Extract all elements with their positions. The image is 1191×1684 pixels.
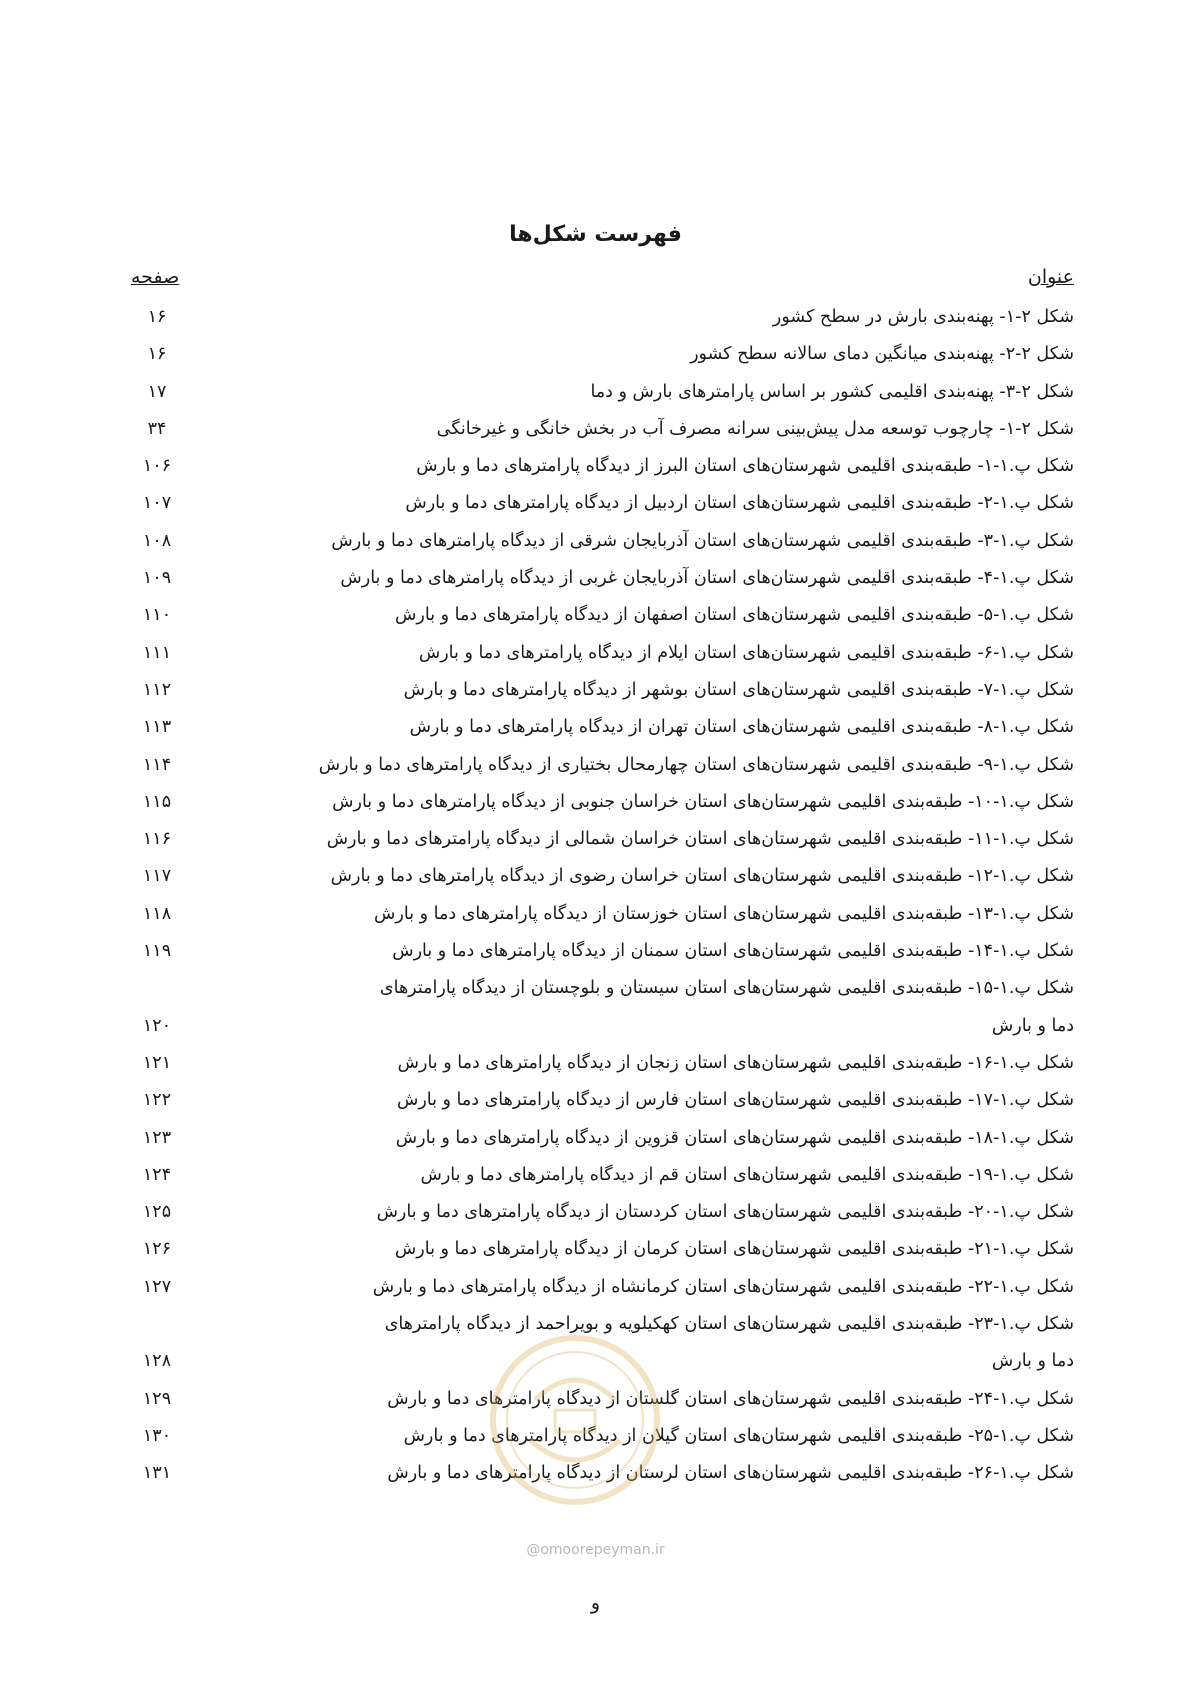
entry-page: ۱۰۹ [142, 568, 172, 589]
entry-title: شکل پ.۱-۱۲- طبقه‌بندی اقلیمی شهرستان‌های استان خراسان رضوی از دیدگاه پارامترهای دما و بارش [330, 866, 1074, 887]
entry-page: ۱۰۸ [142, 530, 172, 551]
entry-page: ۱۱۸ [142, 903, 172, 924]
list-item[interactable] [0, 1011, 1191, 1048]
entry-title: شکل پ.۱-۱۹- طبقه‌بندی اقلیمی شهرستان‌های استان قم از دیدگاه پارامترهای دما و بارش [420, 1164, 1074, 1185]
page-title: فهرست شکل‌ها [509, 222, 682, 247]
entry-page: ۱۲۹ [142, 1388, 172, 1409]
list-item[interactable] [0, 488, 1191, 525]
title-column-header: عنوان [1027, 266, 1074, 288]
entry-page: ۱۲۰ [142, 1015, 172, 1036]
entry-title: شکل پ.۱-۲- طبقه‌بندی اقلیمی شهرستان‌های استان اردبیل از دیدگاه پارامترهای دما و بارش [405, 493, 1074, 514]
entry-title: شکل پ.۱-۸- طبقه‌بندی اقلیمی شهرستان‌های استان تهران از دیدگاه پارامترهای دما و بارش [409, 717, 1074, 738]
entry-page: ۱۶ [147, 307, 167, 327]
list-item[interactable] [0, 377, 1191, 414]
list-item[interactable] [0, 563, 1191, 600]
entry-title: شکل پ.۱-۱۷- طبقه‌بندی اقلیمی شهرستان‌های استان فارس از دیدگاه پارامترهای دما و بارش [396, 1090, 1074, 1111]
entry-page: ۱۱۵ [142, 791, 172, 812]
entry-title: شکل پ.۱-۲۶- طبقه‌بندی اقلیمی شهرستان‌های استان لرستان از دیدگاه پارامترهای دما و بارش [387, 1463, 1074, 1484]
entry-page: ۱۱۱ [142, 642, 172, 663]
entry-title: شکل پ.۱-۲۵- طبقه‌بندی اقلیمی شهرستان‌های استان گیلان از دیدگاه پارامترهای دما و بارش [403, 1425, 1074, 1446]
list-item[interactable] [0, 861, 1191, 898]
entry-page: ۱۲۸ [142, 1351, 172, 1372]
entry-page: ۱۰۶ [142, 456, 172, 477]
entry-title: شکل پ.۱-۱۶- طبقه‌بندی اقلیمی شهرستان‌های استان زنجان از دیدگاه پارامترهای دما و بارش [397, 1052, 1074, 1073]
entry-page: ۱۱۳ [142, 717, 172, 738]
list-item[interactable] [0, 1197, 1191, 1234]
list-item[interactable] [0, 824, 1191, 861]
entry-page: ۱۶ [147, 344, 167, 365]
entry-page: ۱۱۲ [142, 679, 172, 700]
list-item[interactable] [0, 750, 1191, 787]
entry-page: ۱۱۴ [142, 754, 172, 775]
entry-page: ۱۲۴ [142, 1164, 172, 1185]
entry-title: شکل پ.۱-۲۰- طبقه‌بندی اقلیمی شهرستان‌های استان کردستان از دیدگاه پارامترهای دما و بارش [376, 1202, 1074, 1223]
entry-title: شکل پ.۱-۲۲- طبقه‌بندی اقلیمی شهرستان‌های استان کرمانشاه از دیدگاه پارامترهای دما و بارش [372, 1276, 1074, 1297]
list-item[interactable] [0, 1048, 1191, 1085]
list-item[interactable] [0, 414, 1191, 451]
entry-page: ۱۲۲ [142, 1090, 172, 1111]
page-number: و [590, 1592, 601, 1614]
entry-title: شکل پ.۱-۶- طبقه‌بندی اقلیمی شهرستان‌های استان ایلام از دیدگاه پارامترهای دما و بارش [418, 642, 1074, 663]
list-item[interactable] [0, 899, 1191, 936]
list-item[interactable] [0, 1234, 1191, 1271]
entry-title: شکل پ.۱-۷- طبقه‌بندی اقلیمی شهرستان‌های استان بوشهر از دیدگاه پارامترهای دما و بارش [403, 679, 1074, 700]
entry-title: شکل ۲-۳- پهنه‌بندی اقلیمی کشور بر اساس پارامترهای بارش و دما [590, 381, 1074, 402]
entry-page: ۱۲۷ [142, 1276, 172, 1297]
entry-title: شکل پ.۱-۲۴- طبقه‌بندی اقلیمی شهرستان‌های استان گلستان از دیدگاه پارامترهای دما و بارش [387, 1388, 1074, 1409]
entry-title: شکل پ.۱-۱۸- طبقه‌بندی اقلیمی شهرستان‌های استان قزوین از دیدگاه پارامترهای دما و بارش [395, 1127, 1074, 1148]
list-item[interactable] [0, 1085, 1191, 1122]
list-item[interactable] [0, 339, 1191, 376]
watermark-logo-icon [475, 1330, 675, 1510]
list-item[interactable] [0, 302, 1191, 339]
entry-title: شکل پ.۱-۴- طبقه‌بندی اقلیمی شهرستان‌های استان آذربایجان غربی از دیدگاه پارامترهای دما و بارش [340, 568, 1074, 589]
list-item[interactable] [0, 1272, 1191, 1309]
entry-title: شکل پ.۱-۳- طبقه‌بندی اقلیمی شهرستان‌های استان آذربایجان شرقی از دیدگاه پارامترهای دما و بارش [331, 530, 1074, 551]
entry-title: دما و بارش [991, 1351, 1074, 1372]
list-item[interactable] [0, 526, 1191, 563]
entry-page: ۱۲۶ [142, 1239, 172, 1260]
entry-title: شکل پ.۱-۱۳- طبقه‌بندی اقلیمی شهرستان‌های استان خوزستان از دیدگاه پارامترهای دما و بارش [374, 903, 1074, 924]
list-item[interactable] [0, 675, 1191, 712]
entry-page: ۱۱۷ [142, 866, 172, 887]
entry-title: شکل ۲-۱- پهنه‌بندی بارش در سطح کشور [772, 307, 1074, 327]
entry-page: ۱۳۱ [142, 1463, 172, 1484]
entry-title: دما و بارش [991, 1015, 1074, 1036]
entry-page: ۱۲۳ [142, 1127, 172, 1148]
entry-title: شکل ۲-۱- چارچوب توسعه مدل پیش‌بینی سرانه مصرف آب در بخش خانگی و غیرخانگی [436, 418, 1074, 439]
list-item[interactable] [0, 600, 1191, 637]
entry-page: ۱۱۹ [142, 941, 172, 962]
entry-title: شکل پ.۱-۱۵- طبقه‌بندی اقلیمی شهرستان‌های استان سیستان و بلوچستان از دیدگاه پارامترهای [379, 978, 1074, 999]
list-item[interactable] [0, 973, 1191, 1010]
entry-title: شکل پ.۱-۲۱- طبقه‌بندی اقلیمی شهرستان‌های استان کرمان از دیدگاه پارامترهای دما و بارش [394, 1239, 1074, 1260]
entry-page: ۱۲۵ [142, 1202, 172, 1223]
list-item[interactable] [0, 451, 1191, 488]
entry-page: ۱۳۰ [142, 1425, 172, 1446]
entry-title: شکل ۲-۲- پهنه‌بندی میانگین دمای سالانه سطح کشور [690, 344, 1074, 365]
entry-title: شکل پ.۱-۱۰- طبقه‌بندی اقلیمی شهرستان‌های استان خراسان جنوبی از دیدگاه پارامترهای دما و بارش [332, 791, 1074, 812]
entry-page: ۱۱۶ [142, 829, 172, 850]
entry-page: ۳۴ [147, 418, 167, 439]
list-item[interactable] [0, 787, 1191, 824]
entry-title: شکل پ.۱-۱- طبقه‌بندی اقلیمی شهرستان‌های استان البرز از دیدگاه پارامترهای دما و بارش [416, 456, 1074, 477]
list-item[interactable] [0, 1123, 1191, 1160]
entry-page: ۱۲۱ [142, 1052, 172, 1073]
list-item[interactable] [0, 638, 1191, 675]
entry-page: ۱۷ [147, 381, 167, 402]
watermark-text: @omoorepeyman.ir [526, 1542, 665, 1558]
entry-title: شکل پ.۱-۱۱- طبقه‌بندی اقلیمی شهرستان‌های استان خراسان شمالی از دیدگاه پارامترهای دما و بارش [326, 829, 1074, 850]
list-item[interactable] [0, 1160, 1191, 1197]
list-item[interactable] [0, 936, 1191, 973]
entry-title: شکل پ.۱-۱۴- طبقه‌بندی اقلیمی شهرستان‌های استان سمنان از دیدگاه پارامترهای دما و بارش [392, 941, 1074, 962]
figure-list [0, 302, 1191, 1496]
entry-title: شکل پ.۱-۵- طبقه‌بندی اقلیمی شهرستان‌های استان اصفهان از دیدگاه پارامترهای دما و بارش [395, 605, 1074, 626]
entry-title: شکل پ.۱-۹- طبقه‌بندی اقلیمی شهرستان‌های استان چهارمحال بختیاری از دیدگاه پارامترهای دما و بارش [318, 754, 1074, 775]
list-item[interactable] [0, 712, 1191, 749]
entry-page: ۱۰۷ [142, 493, 172, 514]
entry-title: شکل پ.۱-۲۳- طبقه‌بندی اقلیمی شهرستان‌های استان کهکیلویه و بویراحمد از دیدگاه پارامترهای [384, 1314, 1074, 1335]
page-column-header: صفحه [131, 266, 180, 288]
entry-page: ۱۱۰ [142, 605, 172, 626]
